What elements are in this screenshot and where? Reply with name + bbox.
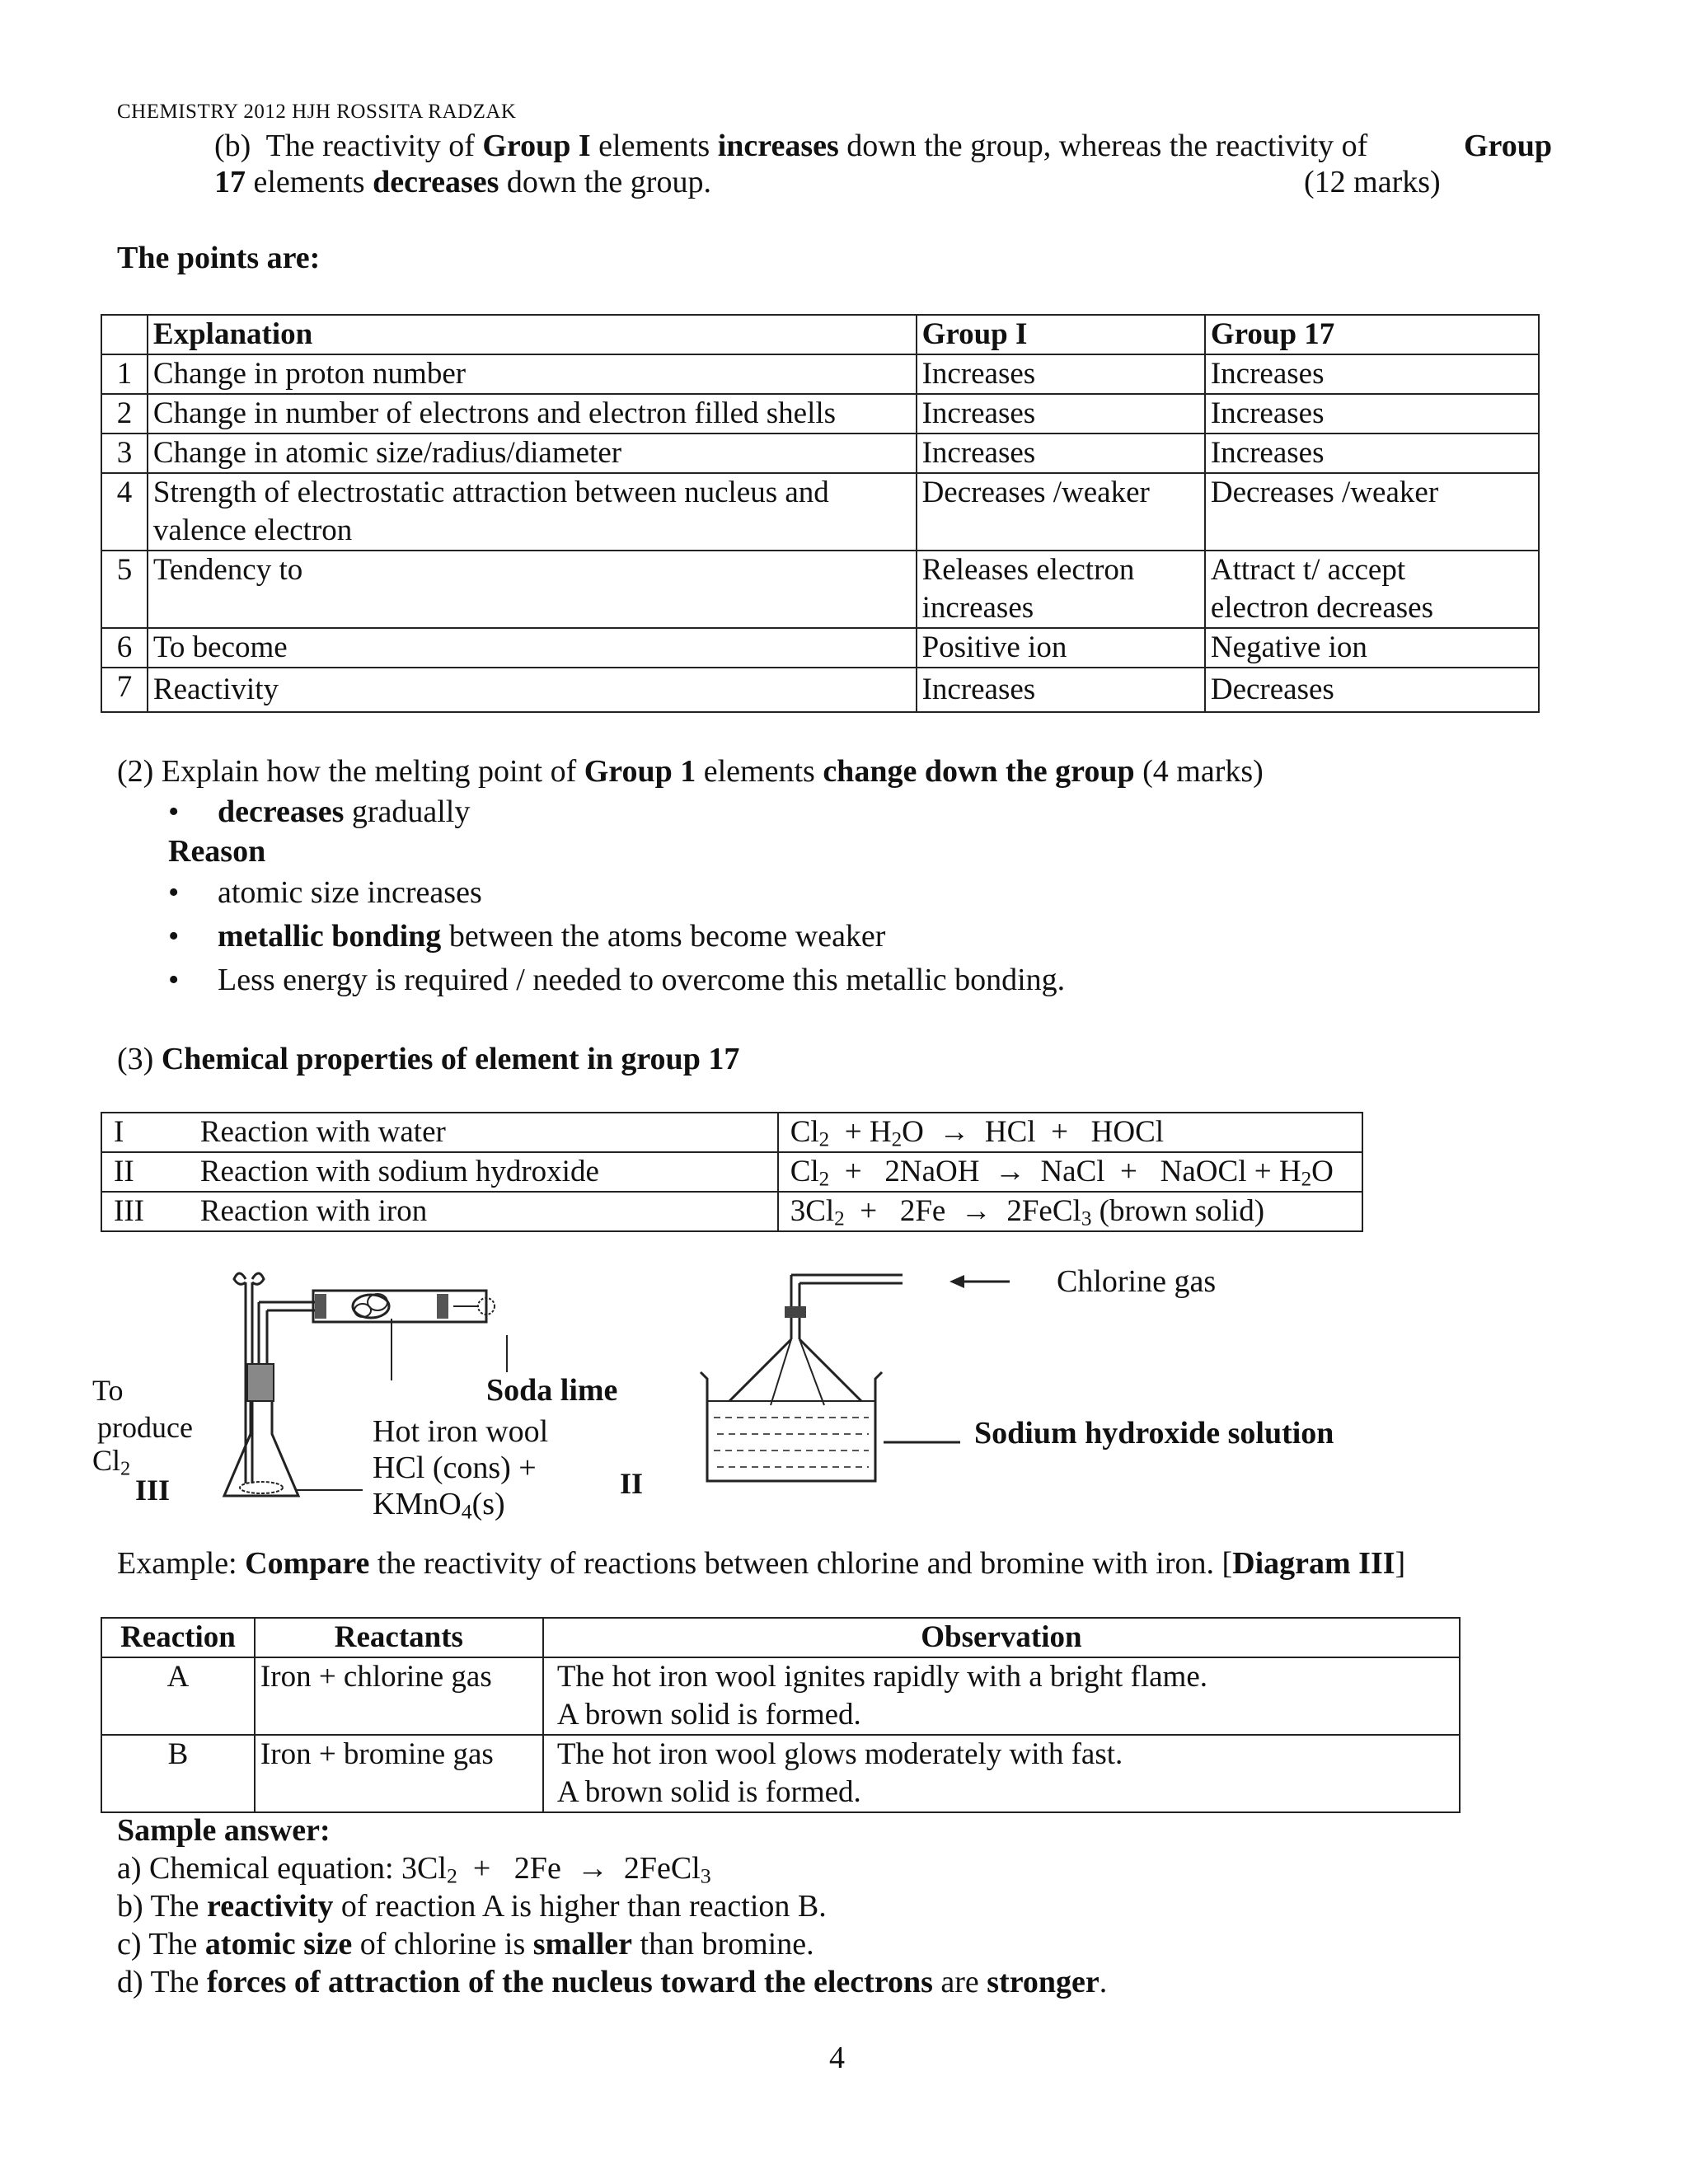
reason-bullet-3: • Less energy is required / needed to overcome this metallic bonding. — [168, 963, 1066, 997]
arrow-icon: → — [939, 1115, 970, 1149]
header-explanation: Explanation — [148, 315, 917, 354]
reaction-equation: $Cl_2 + H_2O$ → HCl + HOCl — [778, 1113, 1362, 1152]
bullet-decreases: • decreases gradually — [168, 794, 471, 829]
group-comparison-table — [101, 314, 1540, 713]
header-reaction: Reaction — [101, 1618, 255, 1657]
row-explanation: Tendency to — [148, 551, 917, 628]
bullet-icon: • — [168, 875, 180, 910]
table-row — [101, 668, 1539, 712]
bullet-icon: • — [168, 963, 180, 997]
reason-bullet-2: • metallic bonding between the atoms become weaker — [168, 919, 886, 954]
table-row — [101, 354, 1539, 394]
row-group1: Increases — [917, 668, 1205, 712]
bullet-icon: • — [168, 794, 180, 829]
row-explanation: Change in number of electrons and electron filled shells — [148, 394, 917, 434]
row-number: 7 — [101, 668, 148, 712]
running-header: CHEMISTRY 2012 HJH ROSSITA RADZAK — [117, 101, 517, 123]
label-cl2: $Cl_2$ — [92, 1444, 131, 1480]
label-produce: produce — [97, 1411, 193, 1444]
header-number — [101, 315, 148, 354]
header-group17: Group 17 — [1205, 315, 1539, 354]
row-group17: Attract t/ accept electron decreases — [1205, 551, 1539, 628]
table-row — [101, 628, 1539, 668]
table-row — [101, 551, 1539, 628]
row-group1: Increases — [917, 394, 1205, 434]
table-row — [101, 1657, 1460, 1735]
table-row — [101, 434, 1539, 473]
table-row — [101, 473, 1539, 551]
label-hcl: HCl (cons) + — [373, 1451, 537, 1485]
question-2: (2) Explain how the melting point of Group 1 elements change down the group (4 marks) — [117, 754, 1264, 789]
reaction-name: Reaction with sodium hydroxide — [200, 1152, 778, 1192]
row-group1: Positive ion — [917, 628, 1205, 668]
sample-answer-d: d) The forces of attraction of the nucleus toward the electrons are stronger. — [117, 1965, 1108, 1999]
row-group1: Releases electron increases — [917, 551, 1205, 628]
question-b-line2: 17 elements decreases down the group. — [214, 165, 711, 199]
arrow-icon: → — [960, 1194, 992, 1228]
table-row — [101, 1152, 1362, 1192]
reaction-name: Reaction with water — [200, 1113, 778, 1152]
row-group17: Increases — [1205, 394, 1539, 434]
row-number: 4 — [101, 473, 148, 551]
row-group17: Negative ion — [1205, 628, 1539, 668]
reaction-number: II — [101, 1152, 200, 1192]
reactivity-comparison-table — [101, 1617, 1461, 1813]
label-soda-lime: Soda lime — [486, 1373, 618, 1408]
apparatus-diagram-ii — [692, 1265, 1385, 1496]
row-group17: Decreases /weaker — [1205, 473, 1539, 551]
table-row — [101, 1192, 1362, 1231]
group17-reactions-table — [101, 1112, 1363, 1232]
reason-heading: Reason — [168, 834, 266, 869]
reaction-number: I — [101, 1113, 200, 1152]
sample-answer-b: b) The reactivity of reaction A is higher than reaction B. — [117, 1889, 827, 1924]
reaction-label: B — [101, 1735, 255, 1812]
header-group1: Group I — [917, 315, 1205, 354]
question-b-line1: (b) The reactivity of Group I elements increases down the group, whereas the reactivity of — [214, 129, 1368, 163]
label-to: To — [92, 1374, 124, 1407]
row-group17: Decreases — [1205, 668, 1539, 712]
table-row — [101, 394, 1539, 434]
table-row — [101, 1735, 1460, 1812]
row-number: 6 — [101, 628, 148, 668]
question-b-marks: (12 marks) — [1304, 165, 1441, 199]
row-explanation: Change in proton number — [148, 354, 917, 394]
bullet-icon: • — [168, 919, 180, 954]
row-group1: Increases — [917, 354, 1205, 394]
row-group17: Increases — [1205, 434, 1539, 473]
row-number: 1 — [101, 354, 148, 394]
row-number: 3 — [101, 434, 148, 473]
sample-answer-title: Sample answer: — [117, 1813, 331, 1848]
sample-answer-c: c) The atomic size of chlorine is smaller than bromine. — [117, 1927, 814, 1961]
row-group1: Decreases /weaker — [917, 473, 1205, 551]
table-row — [101, 1113, 1362, 1152]
reactants: Iron + bromine gas — [255, 1735, 543, 1812]
question-b-group-word: Group — [1464, 129, 1553, 163]
reaction-equation: $Cl_2$ + 2NaOH → NaCl + NaOCl + $H_2O$ — [778, 1152, 1362, 1192]
label-kmno4: KMnO$_4$(s) — [373, 1487, 505, 1524]
observation: The hot iron wool ignites rapidly with a bright flame. A brown solid is formed. — [543, 1657, 1460, 1735]
row-explanation: Change in atomic size/radius/diameter — [148, 434, 917, 473]
table-header-row — [101, 315, 1539, 354]
observation: The hot iron wool glows moderately with fast. A brown solid is formed. — [543, 1735, 1460, 1812]
sample-answer-a: a) Chemical equation: $3Cl_2 + 2Fe$ → 2FeCl$_3$ — [117, 1851, 711, 1888]
row-number: 5 — [101, 551, 148, 628]
row-explanation: Reactivity — [148, 668, 917, 712]
header-reactants: Reactants — [255, 1618, 543, 1657]
label-hot-iron-wool: Hot iron wool — [373, 1414, 549, 1449]
row-explanation: Strength of electrostatic attraction between nucleus and valence electron — [148, 473, 917, 551]
label-diagram-ii: II — [620, 1467, 644, 1500]
header-observation: Observation — [543, 1618, 1460, 1657]
arrow-icon: → — [994, 1155, 1025, 1188]
reaction-equation: $3Cl_2 + 2Fe$ → 2FeCl$_3$ (brown solid) — [778, 1192, 1362, 1231]
label-diagram-iii: III — [135, 1474, 171, 1507]
reaction-number: III — [101, 1192, 200, 1231]
reaction-label: A — [101, 1657, 255, 1735]
row-explanation: To become — [148, 628, 917, 668]
label-naoh-solution: Sodium hydroxide solution — [974, 1416, 1334, 1451]
row-number: 2 — [101, 394, 148, 434]
table-header-row — [101, 1618, 1460, 1657]
question-3-title: (3) Chemical properties of element in group 17 — [117, 1042, 740, 1076]
row-group1: Increases — [917, 434, 1205, 473]
example-prompt: Example: Compare the reactivity of reactions between chlorine and bromine with iron. [Diagram III] — [117, 1546, 1406, 1581]
points-title: The points are: — [117, 241, 321, 275]
reaction-name: Reaction with iron — [200, 1192, 778, 1231]
arrow-icon: → — [576, 1851, 608, 1886]
label-chlorine-gas: Chlorine gas — [1057, 1264, 1217, 1299]
reason-bullet-1: • atomic size increases — [168, 875, 482, 910]
row-group17: Increases — [1205, 354, 1539, 394]
reactants: Iron + chlorine gas — [255, 1657, 543, 1735]
page-number: 4 — [829, 2041, 845, 2075]
